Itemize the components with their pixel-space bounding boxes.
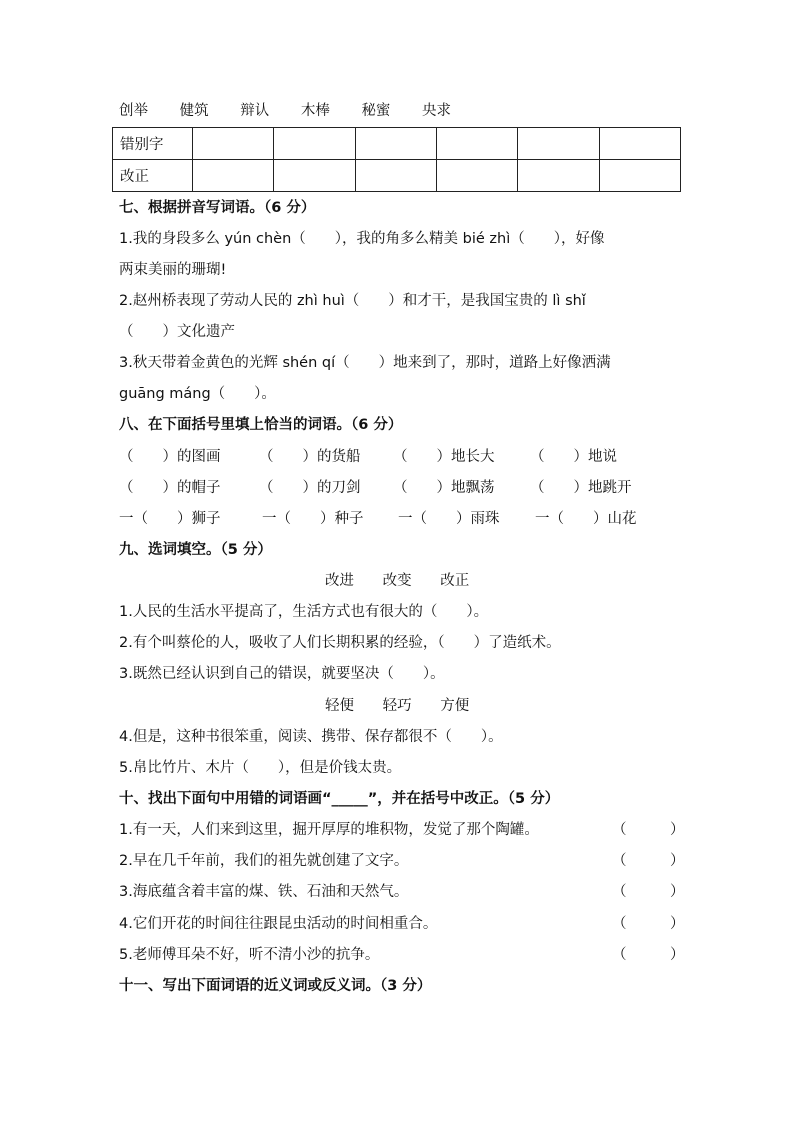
typo-word-list [119,101,451,121]
fill-item: 一（ ）种子 [262,511,364,527]
answer-cell[interactable] [355,128,436,160]
question-text: 3.既然已经认识到自己的错误，就要坚决（ ）。 [119,666,445,682]
word-item: 创举 [119,103,148,119]
fill-item: （ ）的刀剑 [259,480,361,496]
question-text: 1.人民的生活水平提高了，生活方式也有很大的（ ）。 [119,604,489,620]
word-item: 秘蜜 [361,103,391,119]
word-options [325,571,493,591]
word-item: 央求 [422,103,452,119]
row-label: 错别字 [113,128,193,160]
question-text: 4.它们开花的时间往往跟昆虫活动的时间相重合。 [119,916,438,932]
answer-paren[interactable]: （ ） [612,853,685,869]
answer-paren[interactable]: （ ） [612,884,685,900]
table-row [113,160,681,192]
section-8-title: 八、在下面括号里填上恰当的词语。（6 分） [119,417,403,433]
question-text: 2.有个叫蔡伦的人，吸收了人们长期积累的经验，（ ）了造纸术。 [119,635,561,651]
answer-paren[interactable]: （ ） [612,916,685,932]
question-text: guāng máng（ ）。 [119,386,276,402]
answer-cell[interactable] [274,128,355,160]
section-9-title: 九、选词填空。（5 分） [119,542,272,558]
question-text: 5.老师傅耳朵不好，听不清小沙的抗争。 [119,947,380,963]
option-word: 改正 [440,573,470,589]
answer-cell[interactable] [355,160,436,192]
question-text: 2.赵州桥表现了劳动人民的 zhì huì（ ）和才干，是我国宝贵的 lì shǐ [119,293,586,309]
question-text: 3.海底蕴含着丰富的煤、铁、石油和天然气。 [119,884,409,900]
option-word: 方便 [440,698,470,714]
question-text: 4.但是，这种书很笨重，阅读、携带、保存都很不（ ）。 [119,729,503,745]
table-row [113,128,681,160]
correction-table [112,127,681,192]
option-word: 轻便 [325,698,354,714]
section-7-title: 七、根据拼音写词语。（6 分） [119,200,316,216]
question-text: 两束美丽的珊瑚! [119,262,227,278]
word-item: 健筑 [179,103,209,119]
question-text: 1.有一天，人们来到这里，掘开厚厚的堆积物，发觉了那个陶罐。 [119,822,539,838]
answer-cell[interactable] [436,160,517,192]
answer-cell[interactable] [193,160,274,192]
fill-item: 一（ ）狮子 [119,511,221,527]
fill-item: （ ）地长大 [393,449,495,465]
fill-item: （ ）地跳开 [530,480,632,496]
option-word: 改进 [325,573,354,589]
answer-cell[interactable] [518,160,599,192]
section-10-title: 十、找出下面句中用错的词语画“_____”，并在括号中改正。（5 分） [119,791,560,807]
answer-cell[interactable] [193,128,274,160]
fill-item: 一（ ）雨珠 [398,511,500,527]
answer-cell[interactable] [274,160,355,192]
question-text: 1.我的身段多么 yún chèn（ ），我的角多么精美 bié zhì（ ），好像 [119,231,605,247]
option-word: 改变 [382,573,412,589]
answer-cell[interactable] [518,128,599,160]
fill-item: （ ）的货船 [259,449,361,465]
answer-cell[interactable] [436,128,517,160]
word-options [325,696,493,716]
fill-item: （ ）地飘荡 [393,480,495,496]
fill-item: （ ）的图画 [119,449,221,465]
fill-item: 一（ ）山花 [535,511,637,527]
answer-paren[interactable]: （ ） [612,947,685,963]
answer-cell[interactable] [599,128,680,160]
question-text: 3.秋天带着金黄色的光辉 shén qí（ ）地来到了，那时，道路上好像洒满 [119,355,611,371]
word-item: 木棒 [300,103,330,119]
section-11-title: 十一、写出下面词语的近义词或反义词。（3 分） [119,978,432,994]
answer-cell[interactable] [599,160,680,192]
answer-paren[interactable]: （ ） [612,822,685,838]
question-text: （ ）文化遗产 [119,324,235,340]
question-text: 5.帛比竹片、木片（ ），但是价钱太贵。 [119,760,402,776]
fill-item: （ ）地说 [530,449,617,465]
fill-item: （ ）的帽子 [119,480,221,496]
question-text: 2.早在几千年前，我们的祖先就创建了文字。 [119,853,409,869]
word-item: 辩认 [240,103,270,119]
row-label: 改正 [113,160,193,192]
option-word: 轻巧 [382,698,412,714]
